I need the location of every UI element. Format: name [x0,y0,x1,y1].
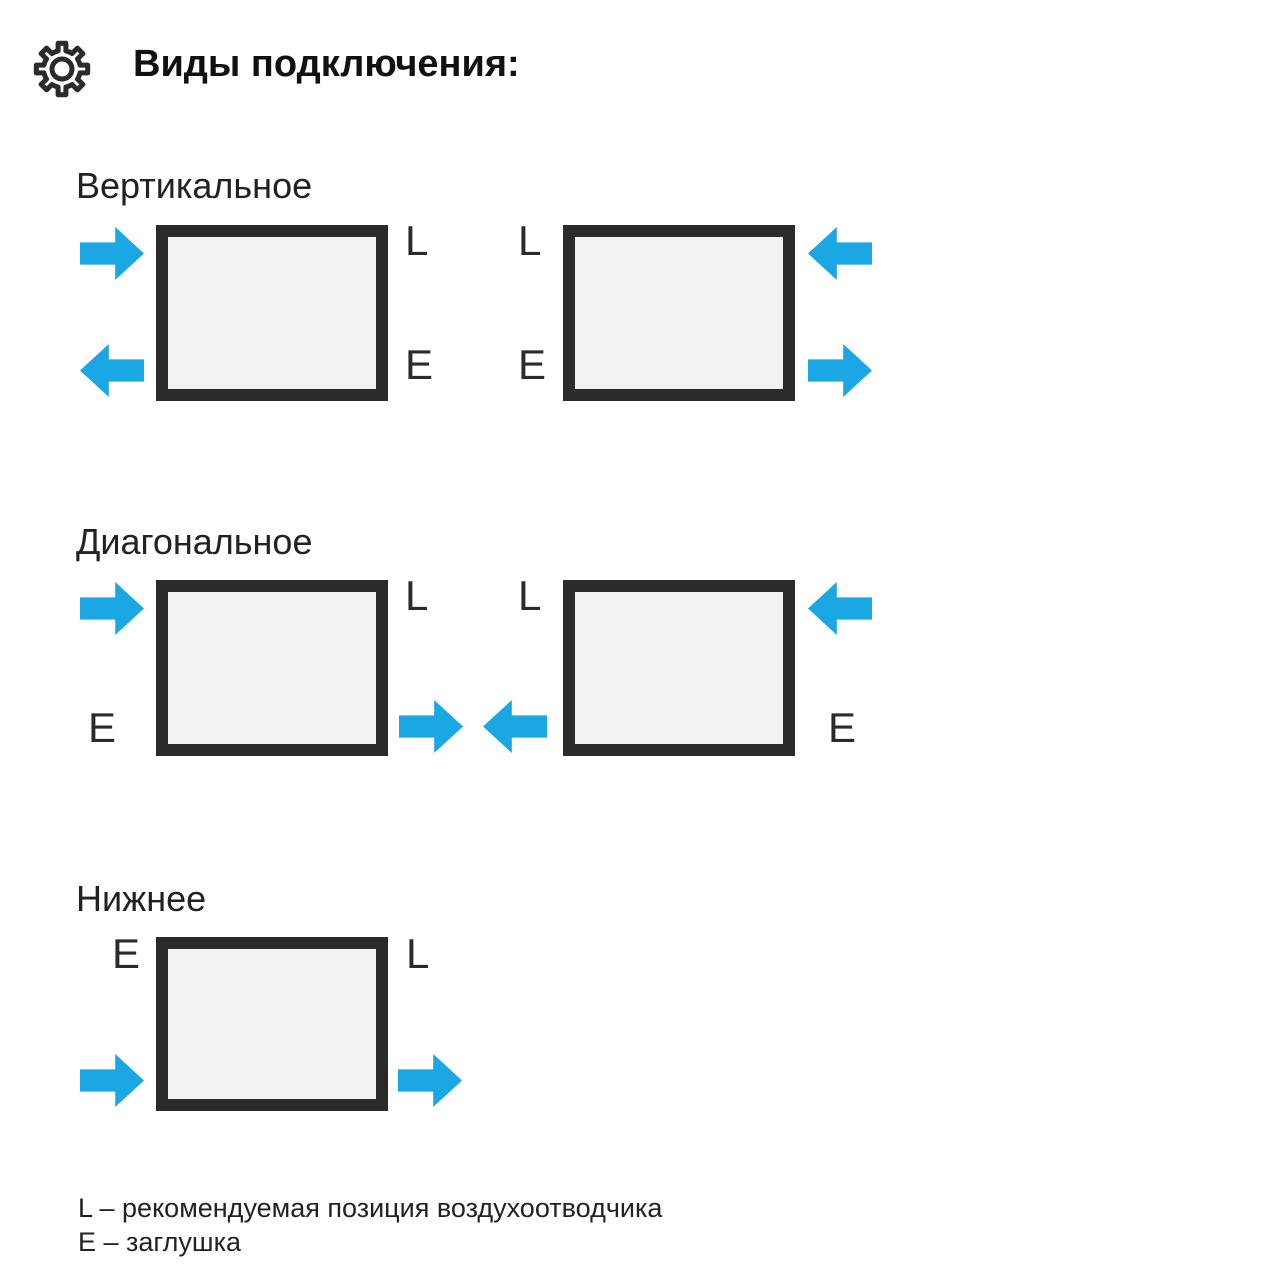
port-label-l: L [518,217,542,264]
section-title-diagonal: Диагональное [76,521,313,562]
port-label-e: E [828,704,857,751]
port-label-e: E [518,341,547,388]
section-title-vertical: Вертикальное [76,165,313,206]
port-label-e: E [112,930,141,977]
port-label-l: L [405,217,429,264]
port-label-e: E [405,341,434,388]
port-label-l: L [405,572,429,619]
port-label-e: E [88,704,117,751]
legend-line-l: L – рекомендуемая позиция воздухоотводчика [78,1193,663,1223]
section-title-bottom: Нижнее [76,878,207,919]
legend-line-e: E – заглушка [78,1227,242,1257]
page-title: Виды подключения: [133,43,520,85]
port-label-l: L [406,930,430,977]
port-label-l: L [518,572,542,619]
